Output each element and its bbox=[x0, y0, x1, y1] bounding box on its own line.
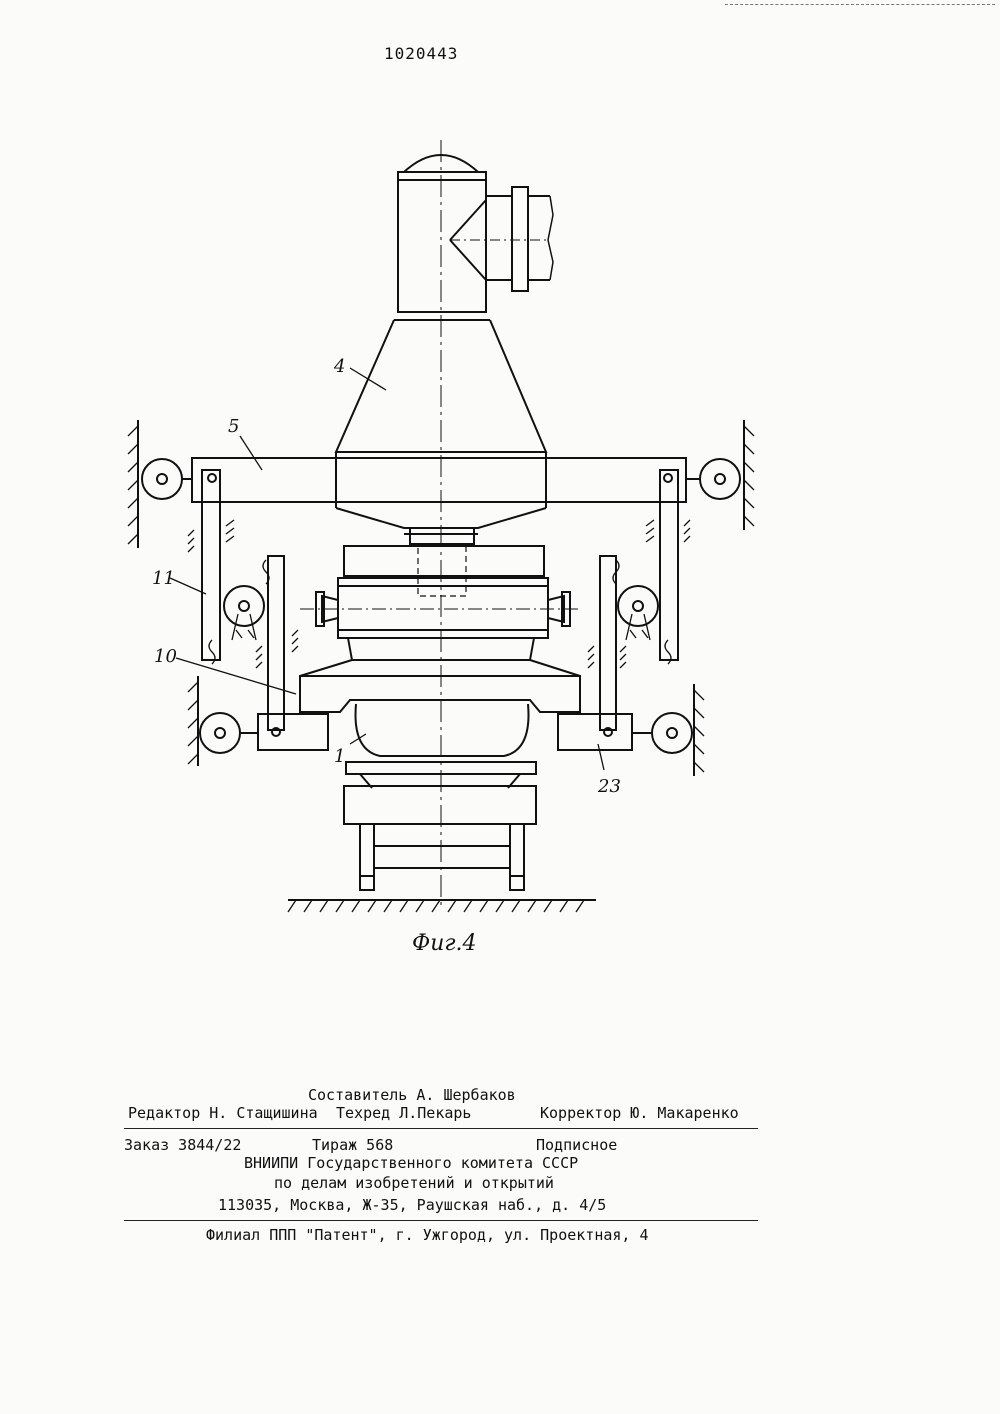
compiler-line: Составитель А. Шербаков bbox=[308, 1086, 516, 1104]
label-5: 5 bbox=[228, 416, 240, 437]
subscription-line: Подписное bbox=[536, 1136, 618, 1154]
footer-rule-top bbox=[124, 1128, 758, 1129]
rod-left-part-11 bbox=[188, 470, 298, 736]
leader-10 bbox=[176, 658, 296, 694]
leader-11 bbox=[170, 578, 206, 594]
patent-number: 1020443 bbox=[384, 44, 459, 63]
print-run-line: Тираж 568 bbox=[312, 1136, 394, 1154]
roller-mid-right bbox=[618, 586, 658, 640]
roller-upper-left bbox=[142, 459, 192, 499]
corrector-line: Корректор Ю. Макаренко bbox=[540, 1104, 739, 1122]
branch-line: Филиал ППП "Патент", г. Ужгород, ул. Проектная, 4 bbox=[206, 1226, 649, 1244]
base-box bbox=[344, 786, 536, 824]
org-line-2: по делам изобретений и открытий bbox=[274, 1174, 554, 1192]
label-23: 23 bbox=[598, 776, 621, 797]
roller-upper-right bbox=[686, 459, 740, 499]
figure-caption: Фиг.4 bbox=[412, 931, 477, 956]
neck bbox=[410, 528, 474, 544]
leader-23 bbox=[598, 744, 604, 770]
order-line: Заказ 3844/22 bbox=[124, 1136, 242, 1154]
rod-right-part-11 bbox=[588, 470, 690, 736]
branch-flange bbox=[512, 187, 528, 291]
beam-part-5 bbox=[192, 458, 686, 502]
side-branch bbox=[486, 196, 512, 280]
leader-4 bbox=[350, 368, 386, 390]
roller-mid-left bbox=[224, 586, 264, 640]
vibrator-top bbox=[344, 546, 544, 576]
leader-5 bbox=[240, 436, 262, 470]
wall-upper-right bbox=[744, 420, 754, 530]
org-line-1: ВНИИПИ Государственного комитета СССР bbox=[244, 1154, 579, 1172]
wall-upper-left bbox=[128, 420, 138, 548]
roller-lower-left bbox=[200, 713, 258, 753]
footer-rule-bottom bbox=[124, 1220, 758, 1221]
lower-frame bbox=[300, 676, 580, 712]
vessel-part-1 bbox=[356, 704, 529, 756]
label-10: 10 bbox=[154, 646, 177, 667]
vertical-pipe bbox=[398, 172, 486, 312]
roller-lower-right bbox=[632, 713, 692, 753]
label-4: 4 bbox=[334, 356, 346, 377]
techred-line: Техред Л.Пекарь bbox=[336, 1104, 472, 1122]
address-line: 113035, Москва, Ж-35, Раушская наб., д. 4/5 bbox=[218, 1196, 607, 1214]
editor-line: Редактор Н. Стащишина bbox=[128, 1104, 318, 1122]
label-11: 11 bbox=[152, 568, 175, 589]
wall-lower-right bbox=[694, 684, 704, 776]
label-1: 1 bbox=[334, 746, 346, 767]
bracket-right-part-23 bbox=[558, 714, 632, 750]
wall-lower-left bbox=[188, 676, 198, 766]
